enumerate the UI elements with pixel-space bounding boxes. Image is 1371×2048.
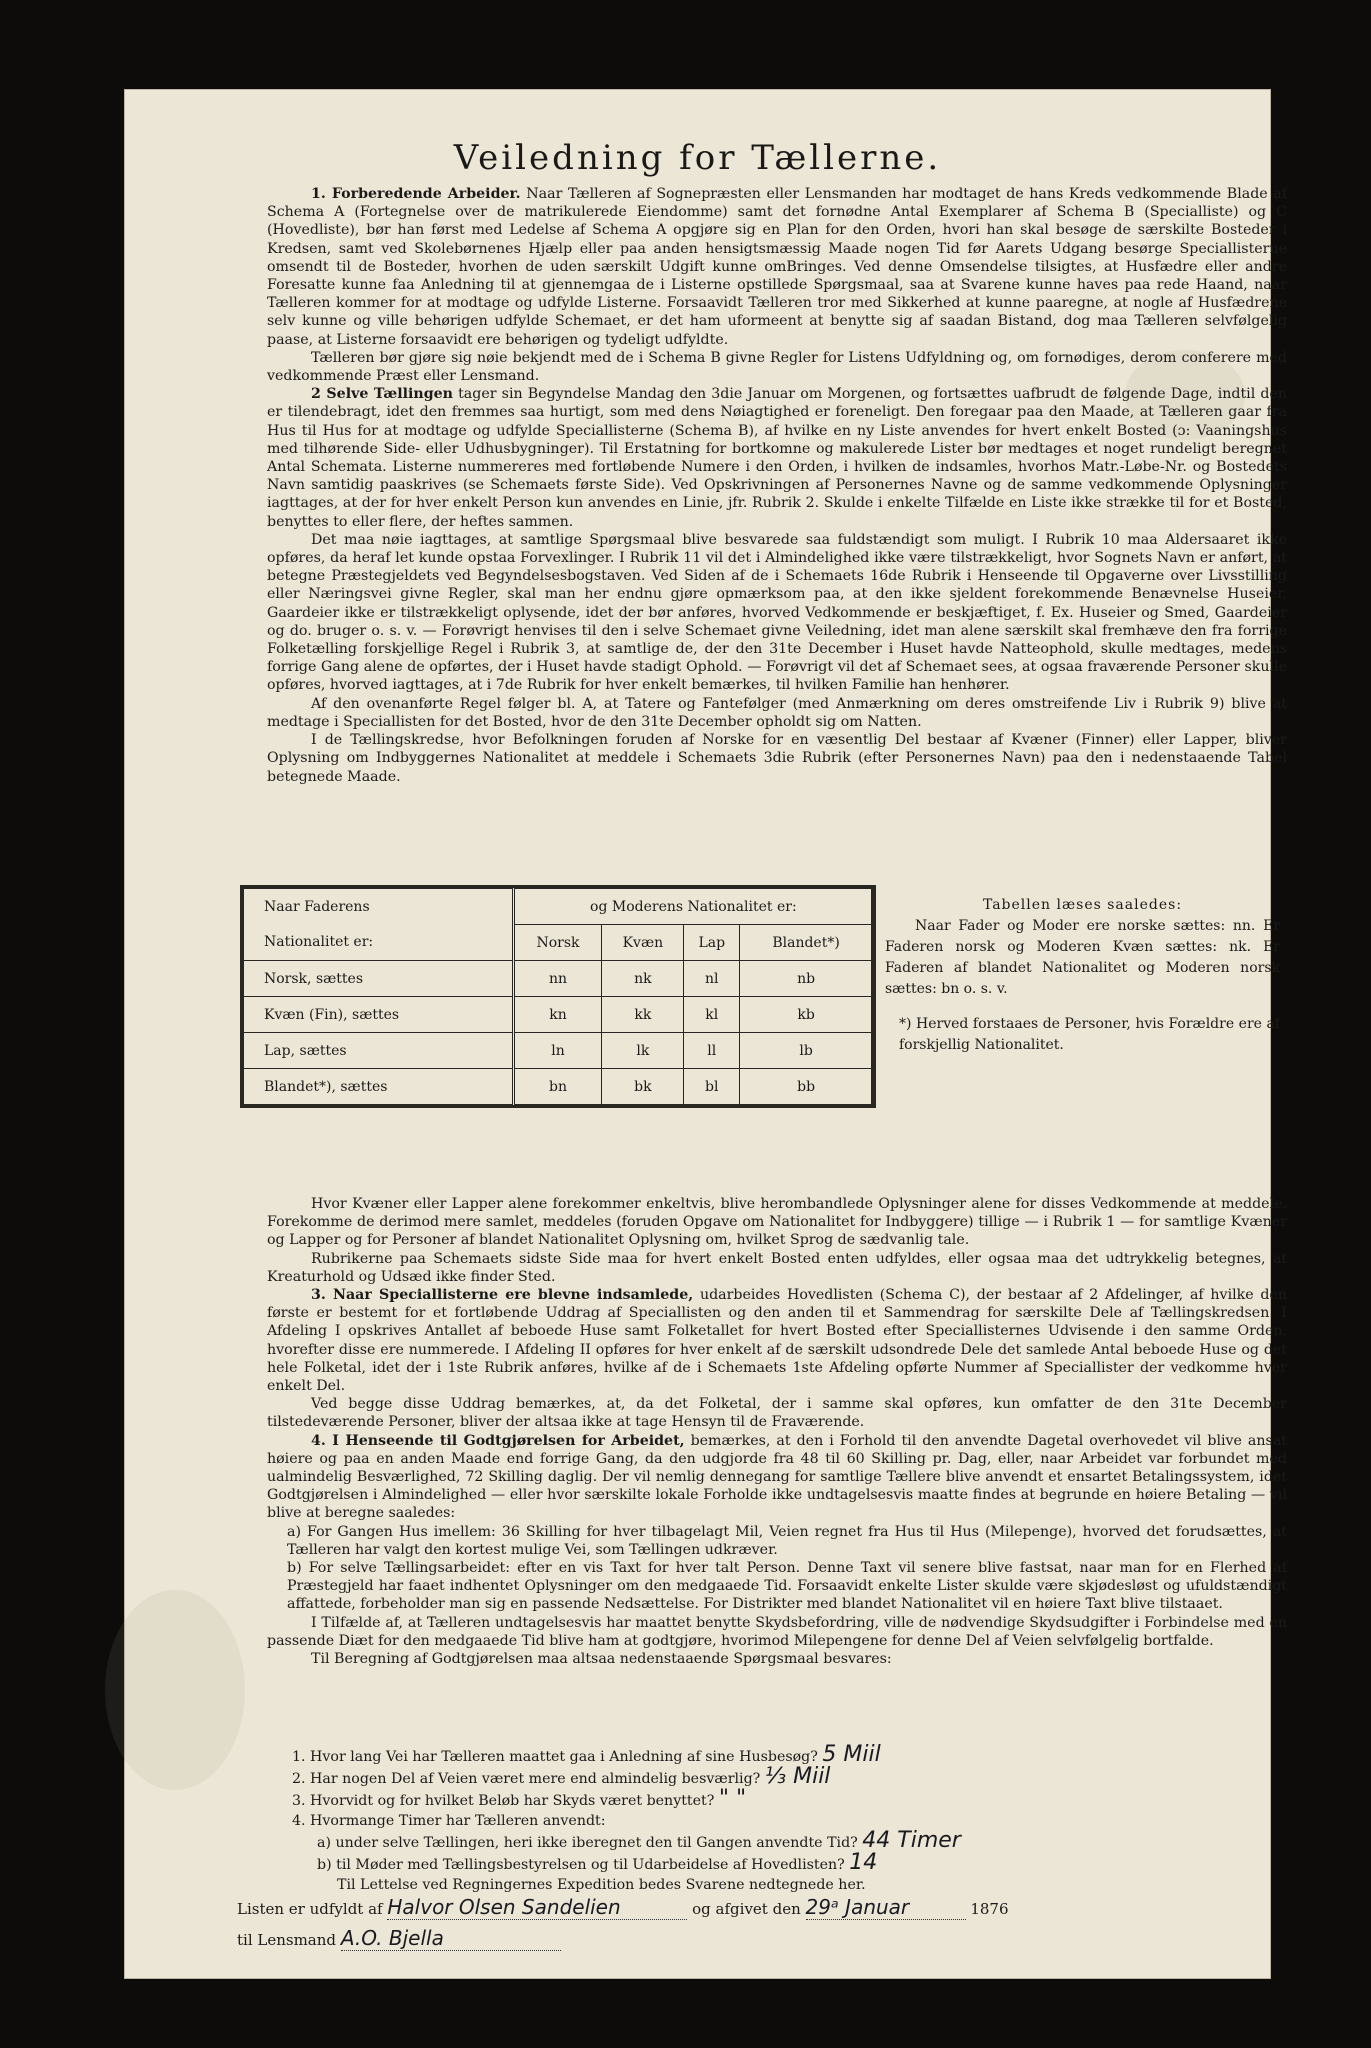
answer-3-handwritten: " " [718, 1786, 747, 1811]
section-text: Rubrikerne paa Schemaets sidste Side maa for hvert enkelt Bosted enten udfyldes, eller ogsaa maa det udtrykkelig betegnes, at Kreaturhold og Udsæd ikke finder Sted. [267, 1250, 1287, 1285]
table-header: Nationalitet er: [244, 925, 514, 961]
table-cell: nb [740, 961, 873, 997]
section-text: Ved begge disse Uddrag bemærkes, at, da det Folketal, der i samme skal opføres, kun omfatter de den 31te December tilstedeværende Personer, bliver der altsaa ikke at tage Hensyn til de Fraværende. [267, 1396, 1287, 1431]
section-text: I Tilfælde af, at Tælleren undtagelsesvis har maattet benytte Skydsbefordring, ville de nødvendige Skydsudgifter i Forbindelse med en passende Diæt for den medgaaede Tid blive ham at godtgjøre, hvorimod Milepengene for denne Del af Veien selvfølgelig bortfalde. [267, 1614, 1287, 1649]
stain [105, 1590, 245, 1790]
table-col-header: Blandet*) [740, 925, 873, 961]
section-text: Naar Tælleren af Sognepræsten eller Lensmanden har modtaget de hans Kreds vedkommende Blade af Schema A (Fortegnelse over de matrikulerede Eiendomme) samt det fornødne Antal Exemplarer af Schema B (Specialliste) og C (Hovedliste), bør han først med Ledelse af Schema A opgjøre sig en Plan for den Orden, hvori han skal besøge de særskilte Bosteder i Kredsen, samt ved Skolebørnenes Hjælp eller paa anden hensigtsmæssig Maade nogen Tid før Aarets Udgang besørge Speciallisterne omsendt til de Bosteder, hvorhen de uden særskilt Udgift kunne omBringes. Ved denne Omsendelse tilsigtes, at Husfædre eller andre Foresatte kunne faa Anledning til at gjennemgaa de i Listerne opstillede Spørgsmaal, saa at Svarene kunne haves paa rede Haand, naar Tælleren kommer for at modtage og udfylde Listerne. Forsaavidt Tælleren tror med Sikkerhed at kunne paaregne, at nogle af Husfædrene selv kunne og ville behørigen udfylde Schemaet, er det ham uformeent at benytte sig af saadan Bistand, dog maa Tælleren selvfølgelig paase, at Listerne forsaavidt ere behørigen og tydeligt udfyldte. [267, 186, 1287, 348]
table-header: Naar Faderens [244, 889, 514, 925]
table-cell: kn [513, 997, 602, 1033]
section-text: Hvor Kvæner eller Lapper alene forekommer enkeltvis, blive herombandlede Oplysninger alene for disses Vedkommende at meddele. Forekomme de derimod mere samlet, meddeles (foruden Opgave om Nationalitet for Indbyggere) tillige — i Rubrik 1 — for samtlige Kvæner og Lapper og for Personer af blandet Nationalitet Oplysning om, hvilket Sprog de sædvanlig tale. [267, 1196, 1287, 1249]
section-text: tager sin Begyndelse Mandag den 3die Januar om Morgenen, og fortsættes uafbrudt de følgende Dage, indtil den er tilendebragt, idet den fremmes saa hurtigt, som med dens Nøiagtighed er foreneligt. Den foregaar paa den Maade, at Tælleren gaar fra Hus til Hus for at modtage og udfylde Speciallisterne (Schema B), af hvilke en ny Liste anvendes for hvert enkelt Bosted (ɔ: Vaaningshus med tilhørende Side- eller Udhusbygninger). Til Erstatning for bortkomne og makulerede Lister bør medtages et noget rundeligt beregnet Antal Schemata. Listerne nummereres med fortløbende Numere i den Orden, i hvilken de indsamles, hvorhos Matr.-Løbe-Nr. og Bostedets Navn samtidig paaskrives (se Schemaets første Side). Ved Opskrivningen af Personernes Navne og de samme vedkommende Oplysninger iagttages, at der for hver enkelt Person kun anvendes en Linie, jfr. Rubrik 2. Skulde i enkelte Tilfælde en Liste ikke strække til for et Bosted, benyttes to eller flere, der heftes sammen. [267, 386, 1288, 530]
table-row [244, 1069, 873, 1105]
question-3: 3. Hvorvidt og for hvilket Beløb har Skyds været benyttet? [292, 1793, 715, 1809]
table-col-header: Lap [684, 925, 740, 961]
document-page [125, 90, 1288, 1978]
closing-note: Til Lettelse ved Regningernes Expedition bedes Svarene nedtegnede her. [337, 1877, 866, 1893]
lensmand-label: til Lensmand [237, 1931, 337, 1949]
table-cell: bl [684, 1069, 740, 1105]
instructions-body [267, 185, 1287, 786]
section-heading: 4. I Henseende til Godtgjørelsen for Arbeidet, [311, 1432, 685, 1449]
table-cell: nk [602, 961, 684, 997]
table-row [244, 997, 873, 1033]
row-label: Norsk, sættes [244, 961, 514, 997]
section-heading: 1. Forberedende Arbeider. [311, 186, 521, 202]
year: 1876 [970, 1900, 1009, 1918]
table-cell: bn [513, 1069, 602, 1105]
answer-1-handwritten: 5 Miil [822, 1742, 881, 1767]
table-note [885, 895, 1280, 1056]
table-header: og Moderens Nationalitet er: [513, 889, 872, 925]
table-cell: nl [684, 961, 740, 997]
section-text: Det maa nøie iagttages, at samtlige Spørgsmaal blive besvarede saa fuldstændigt som muligt. I Rubrik 10 maa Aldersaaret ikke opføres, da heraf let kunde opstaa Forvexlinger. I Rubrik 11 vil det i Almindelighed ikke være tilstrækkeligt, hvor Sognets Navn er anført, at betegne Præstegjeldets ved Begyndelsesbogstaven. Ved Siden af de i Schemaets 16de Rubrik i Henseende til Opgaverne over Livsstilling eller Næringsvei givne Regler, skal man her endnu gjøre opmærksom paa, at den ikke sjeldent forekommende Benævnelse Huseier, Gaardeier ikke er tilstrækkeligt oplysende, idet der bør anføres, hvorved Vedkommende er beskjæftiget, f. Ex. Huseier og Smed, Gaardeier og do. bruger o. s. v. — Forøvrigt henvises til den i selve Schemaet givne Veiledning, idet man alene særskilt skal fremhæve den fra forrige Folketælling forskjellige Regel i Rubrik 3, at samtlige de, der den 31te December i Huset havde Natteophold, skulle medtages, medens forrige Gang alene de opførtes, der i Huset havde stadigt Ophold. — Forøvrigt vil det af Schemaet sees, at ogsaa fraværende Personer skulle opføres, hvorved iagttages, at i 7de Rubrik for hver enkelt bemærkes, til hvilken Familie han henhører. [267, 531, 1287, 694]
lensmand-name-handwritten: A.O. Bjella [341, 1926, 561, 1951]
table-row [244, 961, 873, 997]
table-cell: bb [740, 1069, 873, 1105]
section-text: udarbeides Hovedlisten (Schema C), der bestaar af 2 Afdelinger, af hvilke den første er bestemt for et fortløbende Uddrag af Speciallisten og den anden til et Sammendrag for særskilte Dele af Tællingskredsen. I Afdeling I opskrives Antallet af beboede Huse samt Folketallet for hvert Bosted efter Speciallisternes Udvisende i den samme Orden, hvorefter disse ere nummerede. I Afdeling II opføres for hver enkelt af de særskilt udsondrede Dele det samlede Antal beboede Huse og det hele Folketal, idet der i 1ste Rubrik anføres, hvilke af de i Schemaets 1ste Afdeling opførte Nummer af Speciallister der vedkomme hver enkelt Del. [267, 1287, 1288, 1395]
lensmand-line [237, 1926, 561, 1951]
page-title: Veiledning for Tællerne. [453, 138, 942, 178]
questions-block [267, 1742, 1287, 1895]
section-text: Til Beregning af Godtgjørelsen maa altsaa nedenstaaende Spørgsmaal besvares: [311, 1651, 892, 1668]
question-1: 1. Hvor lang Vei har Tælleren maattet gaa i Anledning af sine Husbesøg? [292, 1749, 818, 1765]
rate-item-a: a) For Gangen Hus imellem: 36 Skilling for hver tilbagelagt Mil, Veien regnet fra Hus til Hus (Milepenge), hvorved det forudsættes, at Tælleren har valgt den kortest mulige Vei, som Tællingen udkræver. [287, 1523, 1287, 1558]
table-cell: kb [740, 997, 873, 1033]
table-cell: lk [602, 1033, 684, 1069]
question-2: 2. Har nogen Del af Veien været mere end almindelig besværlig? [292, 1771, 761, 1787]
table-cell: kl [684, 997, 740, 1033]
instructions-body-2 [267, 1195, 1287, 1668]
answer-4a-handwritten: 44 Timer [862, 1828, 961, 1853]
table-col-header: Kvæn [602, 925, 684, 961]
section-heading: 2 Selve Tællingen [311, 386, 453, 403]
table-cell: ll [684, 1033, 740, 1069]
table-col-header: Norsk [513, 925, 602, 961]
question-4: 4. Hvormange Timer har Tælleren anvendt: [292, 1813, 606, 1829]
table-cell: lb [740, 1033, 873, 1069]
table-row [244, 1033, 873, 1069]
table-note-heading: Tabellen læses saaledes: [982, 897, 1183, 913]
row-label: Kvæn (Fin), sættes [244, 997, 514, 1033]
enumerator-name-handwritten: Halvor Olsen Sandelien [387, 1895, 687, 1920]
table-cell: kk [602, 997, 684, 1033]
table-cell: ln [513, 1033, 602, 1069]
section-text: Af den ovenanførte Regel følger bl. A, at Tatere og Fantefølger (med Anmærkning om deres omstreifende Liv i Rubrik 9) blive at medtage i Speciallisten for det Bosted, hvor de den 31te December opholdt sig om Natten. [267, 695, 1287, 730]
section-text: I de Tællingskredse, hvor Befolkningen foruden af Norske for en væsentlig Del bestaar af Kvæner (Finner) eller Lapper, bliver Oplysning om Indbyggernes Nationalitet at meddele i Schemaets 3die Rubrik (efter Personernes Navn) paa den i nedenstaaende Tabel betegnede Maade. [267, 732, 1287, 785]
row-label: Lap, sættes [244, 1033, 514, 1069]
rate-item-b: b) For selve Tællingsarbeidet: efter en vis Taxt for hver talt Person. Denne Taxt vil senere blive fastsat, naar man for en Flerhed af Præstegjeld har faaet indhentet Oplysninger om den medgaaede Tid. Forsaavidt enkelte Lister skulde være skjødesløst og ufuldstændigt affattede, forbeholder man sig en passende Nedsættelse. For Distrikter med blandet Nationalitet vil en høiere Taxt blive tilstaaet. [287, 1560, 1287, 1613]
section-text: bemærkes, at den i Forhold til den anvendte Dagetal overhovedet vil blive ansat høiere og paa en anden Maade end forrige Gang, da den udgjorde fra 48 til 60 Skilling pr. Dag, eller, naar Arbeidet var forbundet med ualmindelig Besværlighed, 72 Skilling daglig. Der vil nemlig dennegang for samtlige Tællere blive anvendt et ensartet Betalingssystem, idet Godtgjørelsen i Almindelighed — eller hvor særskilte lokale Forholde ikke undtagelsesvis maatte findes at begrunde en høiere Betaling — vil blive at beregne saaledes: [267, 1432, 1287, 1522]
table-note-text: Naar Fader og Moder ere norske sættes: nn. Er Faderen norsk og Moderen Kvæn sættes: nk. Er Faderen af blandet Nationalitet og Moderen norsk sættes: bn o. s. v. [885, 918, 1280, 997]
table-cell: bk [602, 1069, 684, 1105]
question-4b: b) til Møder med Tællingsbestyrelsen og til Udarbeidelse af Hovedlisten? [317, 1857, 845, 1873]
table-cell: nn [513, 961, 602, 997]
question-4a: a) under selve Tællingen, heri ikke iberegnet den til Gangen anvendte Tid? [317, 1835, 858, 1851]
table-note-footnote: *) Herved forstaaes de Personer, hvis Forældre ere af forskjellig Nationalitet. [899, 1016, 1280, 1053]
nationality-table [240, 885, 876, 1181]
section-heading: 3. Naar Speciallisterne ere blevne indsamlede, [311, 1287, 694, 1304]
signature-line [237, 1895, 1267, 1920]
section-text: Tælleren bør gjøre sig nøie bekjendt med de i Schema B givne Regler for Listens Udfyldning og, om fornødiges, derom conferere med vedkommende Præst eller Lensmand. [267, 349, 1287, 385]
row-label: Blandet*), sættes [244, 1069, 514, 1105]
answer-4b-handwritten: 14 [849, 1850, 878, 1875]
delivered-label: og afgivet den [692, 1900, 801, 1918]
filled-by-label: Listen er udfyldt af [237, 1900, 383, 1918]
answer-2-handwritten: ⅓ Miil [764, 1764, 831, 1789]
date-handwritten: 29ᵃ Januar [806, 1895, 966, 1920]
